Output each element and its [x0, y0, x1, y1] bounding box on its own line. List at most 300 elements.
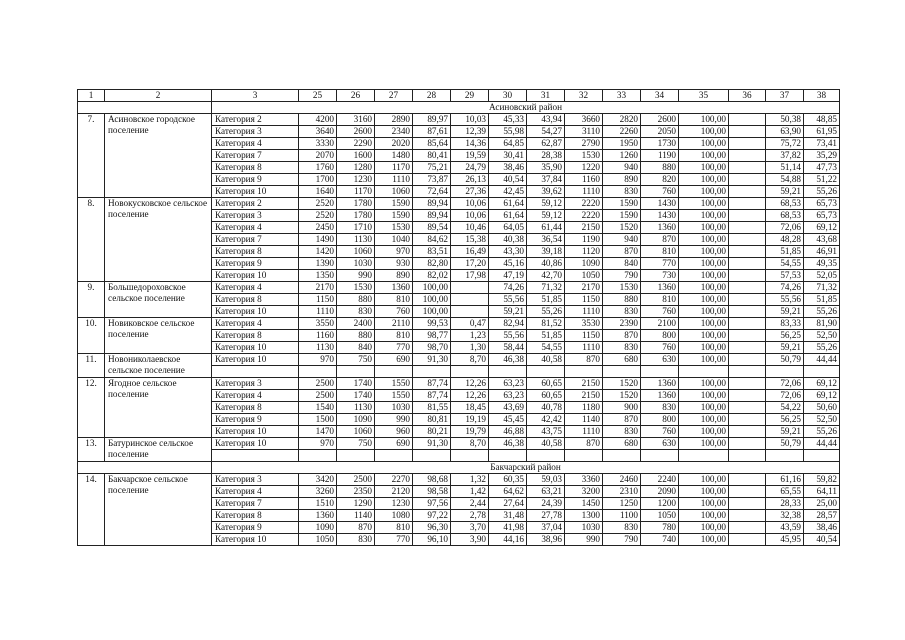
value-cell	[729, 474, 766, 486]
category-cell: Категория 7	[212, 498, 299, 510]
value-cell: 1740	[337, 378, 375, 390]
value-cell: 85,64	[413, 138, 451, 150]
value-cell: 1590	[375, 210, 413, 222]
value-cell: 1360	[641, 390, 679, 402]
value-cell: 750	[337, 354, 375, 366]
value-cell: 98,58	[413, 486, 451, 498]
value-cell: 780	[641, 522, 679, 534]
value-cell	[729, 150, 766, 162]
empty-cell	[375, 450, 413, 462]
value-cell: 100,00	[413, 294, 451, 306]
value-cell: 2390	[603, 318, 641, 330]
value-cell	[729, 246, 766, 258]
value-cell: 1780	[337, 210, 375, 222]
column-header: 28	[413, 90, 451, 102]
value-cell: 1,30	[451, 342, 489, 354]
value-cell: 43,68	[804, 234, 840, 246]
column-header: 26	[337, 90, 375, 102]
value-cell: 89,97	[413, 114, 451, 126]
value-cell: 1180	[565, 402, 603, 414]
value-cell: 15,38	[451, 234, 489, 246]
column-header: 33	[603, 90, 641, 102]
value-cell: 1600	[337, 150, 375, 162]
value-cell: 100,00	[679, 186, 729, 198]
value-cell: 2500	[299, 390, 337, 402]
value-cell: 61,64	[489, 210, 527, 222]
category-cell: Категория 8	[212, 246, 299, 258]
column-header: 37	[766, 90, 804, 102]
value-cell: 890	[375, 270, 413, 282]
value-cell: 100,00	[679, 210, 729, 222]
value-cell: 3200	[565, 486, 603, 498]
value-cell: 8,70	[451, 438, 489, 450]
value-cell: 870	[641, 234, 679, 246]
value-cell: 50,38	[766, 114, 804, 126]
value-cell: 55,26	[804, 426, 840, 438]
column-header: 3	[212, 90, 299, 102]
district-name: Асиновский район	[212, 102, 840, 114]
value-cell: 96,30	[413, 522, 451, 534]
empty-cell	[565, 366, 603, 378]
empty-cell	[679, 450, 729, 462]
value-cell: 51,85	[527, 294, 565, 306]
value-cell: 2070	[299, 150, 337, 162]
value-cell	[729, 522, 766, 534]
value-cell: 82,94	[489, 318, 527, 330]
category-cell: Категория 10	[212, 534, 299, 546]
category-cell: Категория 10	[212, 354, 299, 366]
value-cell: 1140	[337, 510, 375, 522]
category-cell: Категория 9	[212, 174, 299, 186]
table-row	[78, 378, 840, 390]
value-cell: 56,25	[766, 330, 804, 342]
column-header: 38	[804, 90, 840, 102]
value-cell: 790	[603, 270, 641, 282]
value-cell: 10,06	[451, 198, 489, 210]
value-cell: 1360	[641, 222, 679, 234]
value-cell: 38,96	[527, 534, 565, 546]
value-cell: 940	[603, 234, 641, 246]
value-cell: 100,00	[679, 426, 729, 438]
value-cell: 99,53	[413, 318, 451, 330]
empty-cell	[729, 450, 766, 462]
value-cell: 55,56	[489, 294, 527, 306]
value-cell: 74,26	[489, 282, 527, 294]
value-cell: 1150	[565, 330, 603, 342]
value-cell: 830	[603, 342, 641, 354]
value-cell: 100,00	[679, 510, 729, 522]
value-cell: 69,12	[804, 222, 840, 234]
value-cell: 30,41	[489, 150, 527, 162]
value-cell: 61,44	[527, 222, 565, 234]
value-cell: 1430	[641, 210, 679, 222]
value-cell: 63,23	[489, 390, 527, 402]
value-cell: 1030	[565, 522, 603, 534]
category-cell: Категория 10	[212, 342, 299, 354]
value-cell: 1360	[641, 282, 679, 294]
value-cell: 100,00	[679, 318, 729, 330]
value-cell: 810	[641, 246, 679, 258]
value-cell	[729, 354, 766, 366]
value-cell: 2,44	[451, 498, 489, 510]
settlement-name: Батуринское сельское поселение	[105, 438, 212, 462]
value-cell: 940	[603, 162, 641, 174]
value-cell: 810	[375, 522, 413, 534]
value-cell: 1520	[603, 378, 641, 390]
value-cell: 770	[641, 258, 679, 270]
column-header: 29	[451, 90, 489, 102]
value-cell: 50,79	[766, 438, 804, 450]
value-cell: 63,21	[527, 486, 565, 498]
category-cell: Категория 4	[212, 486, 299, 498]
district-row	[78, 102, 840, 114]
value-cell: 100,00	[679, 342, 729, 354]
value-cell: 1540	[299, 402, 337, 414]
value-cell: 100,00	[679, 126, 729, 138]
value-cell: 100,00	[679, 522, 729, 534]
empty-cell	[804, 450, 840, 462]
value-cell: 2450	[299, 222, 337, 234]
value-cell: 100,00	[679, 174, 729, 186]
value-cell: 54,55	[527, 342, 565, 354]
value-cell: 1050	[641, 510, 679, 522]
value-cell: 32,38	[766, 510, 804, 522]
value-cell	[729, 234, 766, 246]
value-cell: 35,29	[804, 150, 840, 162]
value-cell: 64,62	[489, 486, 527, 498]
value-cell: 1090	[337, 414, 375, 426]
value-cell: 19,59	[451, 150, 489, 162]
category-cell: Категория 7	[212, 234, 299, 246]
value-cell	[729, 510, 766, 522]
value-cell: 1110	[565, 186, 603, 198]
value-cell: 2150	[565, 378, 603, 390]
value-cell: 12,39	[451, 126, 489, 138]
value-cell: 680	[603, 354, 641, 366]
value-cell: 2110	[375, 318, 413, 330]
value-cell: 800	[641, 330, 679, 342]
value-cell: 1530	[337, 282, 375, 294]
value-cell: 1420	[299, 246, 337, 258]
row-number: 12.	[78, 378, 105, 438]
value-cell: 89,94	[413, 210, 451, 222]
value-cell: 3,90	[451, 534, 489, 546]
value-cell	[729, 138, 766, 150]
value-cell: 28,57	[804, 510, 840, 522]
value-cell: 71,32	[804, 282, 840, 294]
value-cell: 39,62	[527, 186, 565, 198]
value-cell: 750	[337, 438, 375, 450]
value-cell: 89,94	[413, 198, 451, 210]
value-cell	[729, 534, 766, 546]
value-cell: 59,21	[766, 426, 804, 438]
value-cell: 87,74	[413, 390, 451, 402]
value-cell: 45,95	[766, 534, 804, 546]
value-cell: 40,86	[527, 258, 565, 270]
value-cell: 4200	[299, 114, 337, 126]
value-cell: 19,19	[451, 414, 489, 426]
empty-cell	[641, 450, 679, 462]
value-cell: 84,62	[413, 234, 451, 246]
value-cell: 1110	[299, 306, 337, 318]
value-cell: 100,00	[679, 486, 729, 498]
value-cell: 1360	[299, 510, 337, 522]
value-cell: 52,50	[804, 414, 840, 426]
value-cell: 100,00	[679, 306, 729, 318]
value-cell: 1490	[299, 234, 337, 246]
value-cell: 870	[565, 354, 603, 366]
value-cell: 51,85	[527, 330, 565, 342]
value-cell	[729, 486, 766, 498]
value-cell: 82,80	[413, 258, 451, 270]
value-cell: 87,74	[413, 378, 451, 390]
column-header: 25	[299, 90, 337, 102]
value-cell: 870	[603, 246, 641, 258]
value-cell: 80,21	[413, 426, 451, 438]
value-cell: 45,45	[489, 414, 527, 426]
value-cell: 2340	[375, 126, 413, 138]
value-cell: 43,94	[527, 114, 565, 126]
category-cell: Категория 4	[212, 282, 299, 294]
empty-cell	[212, 366, 299, 378]
value-cell: 2890	[375, 114, 413, 126]
value-cell: 25,00	[804, 498, 840, 510]
value-cell: 68,53	[766, 210, 804, 222]
category-cell: Категория 2	[212, 198, 299, 210]
value-cell: 43,30	[489, 246, 527, 258]
value-cell: 42,70	[527, 270, 565, 282]
value-cell	[729, 174, 766, 186]
value-cell: 1030	[337, 258, 375, 270]
value-cell: 44,16	[489, 534, 527, 546]
value-cell: 54,55	[766, 258, 804, 270]
value-cell	[451, 294, 489, 306]
empty-cell	[451, 450, 489, 462]
value-cell: 1280	[337, 162, 375, 174]
table-row	[78, 354, 840, 366]
value-cell: 1700	[299, 174, 337, 186]
value-cell	[729, 186, 766, 198]
value-cell	[729, 498, 766, 510]
value-cell: 60,65	[527, 390, 565, 402]
value-cell: 1170	[337, 186, 375, 198]
settlement-name: Новиковское сельское поселение	[105, 318, 212, 354]
value-cell: 8,70	[451, 354, 489, 366]
value-cell: 10,06	[451, 210, 489, 222]
value-cell: 1,42	[451, 486, 489, 498]
value-cell: 1390	[299, 258, 337, 270]
value-cell: 75,72	[766, 138, 804, 150]
value-cell: 1760	[299, 162, 337, 174]
empty-cell	[489, 366, 527, 378]
value-cell: 840	[337, 342, 375, 354]
value-cell: 1300	[565, 510, 603, 522]
value-cell: 89,54	[413, 222, 451, 234]
value-cell: 31,48	[489, 510, 527, 522]
category-cell: Категория 4	[212, 222, 299, 234]
value-cell: 98,77	[413, 330, 451, 342]
value-cell: 39,18	[527, 246, 565, 258]
value-cell: 55,26	[527, 306, 565, 318]
value-cell: 1230	[375, 498, 413, 510]
empty-cell	[766, 450, 804, 462]
empty-cell	[804, 366, 840, 378]
value-cell: 17,98	[451, 270, 489, 282]
column-header: 36	[729, 90, 766, 102]
category-cell: Категория 3	[212, 210, 299, 222]
row-number: 9.	[78, 282, 105, 318]
value-cell: 740	[641, 534, 679, 546]
value-cell: 83,51	[413, 246, 451, 258]
empty-cell	[766, 366, 804, 378]
value-cell: 1,32	[451, 474, 489, 486]
table-row	[78, 282, 840, 294]
empty-cell	[337, 450, 375, 462]
value-cell: 2050	[641, 126, 679, 138]
value-cell: 2820	[603, 114, 641, 126]
value-cell: 880	[641, 162, 679, 174]
value-cell: 1360	[375, 282, 413, 294]
value-cell: 40,58	[527, 438, 565, 450]
value-cell: 55,56	[766, 294, 804, 306]
value-cell: 65,73	[804, 210, 840, 222]
value-cell: 62,87	[527, 138, 565, 150]
value-cell: 2240	[641, 474, 679, 486]
empty-cell	[451, 366, 489, 378]
value-cell: 83,33	[766, 318, 804, 330]
value-cell: 810	[641, 294, 679, 306]
value-cell: 2290	[337, 138, 375, 150]
value-cell: 1110	[375, 174, 413, 186]
value-cell: 100,00	[679, 474, 729, 486]
category-cell: Категория 10	[212, 306, 299, 318]
value-cell: 69,12	[804, 390, 840, 402]
category-cell: Категория 8	[212, 162, 299, 174]
district-spacer	[78, 462, 212, 474]
value-cell: 830	[603, 186, 641, 198]
value-cell: 1160	[565, 174, 603, 186]
value-cell: 82,02	[413, 270, 451, 282]
value-cell: 970	[375, 246, 413, 258]
value-cell: 870	[565, 438, 603, 450]
row-number: 13.	[78, 438, 105, 462]
category-cell: Категория 8	[212, 510, 299, 522]
column-header: 34	[641, 90, 679, 102]
value-cell: 59,21	[766, 342, 804, 354]
value-cell: 17,20	[451, 258, 489, 270]
value-cell: 1740	[337, 390, 375, 402]
value-cell: 3420	[299, 474, 337, 486]
value-cell: 3330	[299, 138, 337, 150]
empty-cell	[299, 450, 337, 462]
value-cell: 19,79	[451, 426, 489, 438]
category-cell: Категория 4	[212, 390, 299, 402]
value-cell: 41,98	[489, 522, 527, 534]
category-cell: Категория 3	[212, 378, 299, 390]
value-cell: 1480	[375, 150, 413, 162]
settlement-name: Бакчарское сельское поселение	[105, 474, 212, 546]
value-cell: 970	[299, 438, 337, 450]
value-cell	[729, 126, 766, 138]
category-cell: Категория 10	[212, 438, 299, 450]
value-cell: 1090	[299, 522, 337, 534]
value-cell: 2100	[641, 318, 679, 330]
value-cell: 2460	[603, 474, 641, 486]
value-cell: 690	[375, 438, 413, 450]
value-cell: 45,33	[489, 114, 527, 126]
empty-cell	[527, 366, 565, 378]
value-cell: 100,00	[413, 282, 451, 294]
value-cell: 2350	[337, 486, 375, 498]
value-cell: 42,45	[489, 186, 527, 198]
value-cell: 810	[375, 294, 413, 306]
value-cell: 730	[641, 270, 679, 282]
settlement-name: Новокусковское сельское поселение	[105, 198, 212, 282]
table-row	[78, 318, 840, 330]
value-cell: 51,85	[766, 246, 804, 258]
value-cell: 69,12	[804, 378, 840, 390]
value-cell: 18,45	[451, 402, 489, 414]
value-cell: 960	[375, 426, 413, 438]
value-cell: 40,54	[804, 534, 840, 546]
row-number: 11.	[78, 354, 105, 378]
value-cell: 880	[337, 330, 375, 342]
value-cell: 100,00	[679, 378, 729, 390]
empty-cell	[375, 366, 413, 378]
value-cell: 2310	[603, 486, 641, 498]
value-cell: 970	[299, 354, 337, 366]
value-cell: 12,26	[451, 378, 489, 390]
table-row	[78, 438, 840, 450]
value-cell: 760	[641, 342, 679, 354]
value-cell: 10,03	[451, 114, 489, 126]
category-cell: Категория 4	[212, 138, 299, 150]
empty-cell	[299, 366, 337, 378]
settlement-name: Большедороховское сельское поселение	[105, 282, 212, 318]
category-cell: Категория 2	[212, 114, 299, 126]
settlement-name: Новониколаевское сельское поселение	[105, 354, 212, 378]
column-header: 31	[527, 90, 565, 102]
value-cell: 42,42	[527, 414, 565, 426]
value-cell: 760	[375, 306, 413, 318]
value-cell: 2260	[603, 126, 641, 138]
table-row	[78, 198, 840, 210]
value-cell: 770	[375, 534, 413, 546]
empty-cell	[565, 450, 603, 462]
value-cell: 1250	[603, 498, 641, 510]
value-cell: 1200	[641, 498, 679, 510]
value-cell: 2270	[375, 474, 413, 486]
value-cell: 1950	[603, 138, 641, 150]
value-cell: 100,00	[679, 222, 729, 234]
value-cell: 1140	[565, 414, 603, 426]
value-cell: 87,61	[413, 126, 451, 138]
value-cell	[451, 306, 489, 318]
value-cell: 1150	[565, 294, 603, 306]
value-cell	[729, 330, 766, 342]
value-cell: 46,88	[489, 426, 527, 438]
value-cell: 64,85	[489, 138, 527, 150]
value-cell: 63,90	[766, 126, 804, 138]
value-cell: 1530	[603, 282, 641, 294]
value-cell: 1,23	[451, 330, 489, 342]
value-cell: 100,00	[413, 306, 451, 318]
category-cell: Категория 3	[212, 126, 299, 138]
value-cell: 43,59	[766, 522, 804, 534]
value-cell: 24,39	[527, 498, 565, 510]
value-cell: 1190	[641, 150, 679, 162]
value-cell: 100,00	[679, 198, 729, 210]
